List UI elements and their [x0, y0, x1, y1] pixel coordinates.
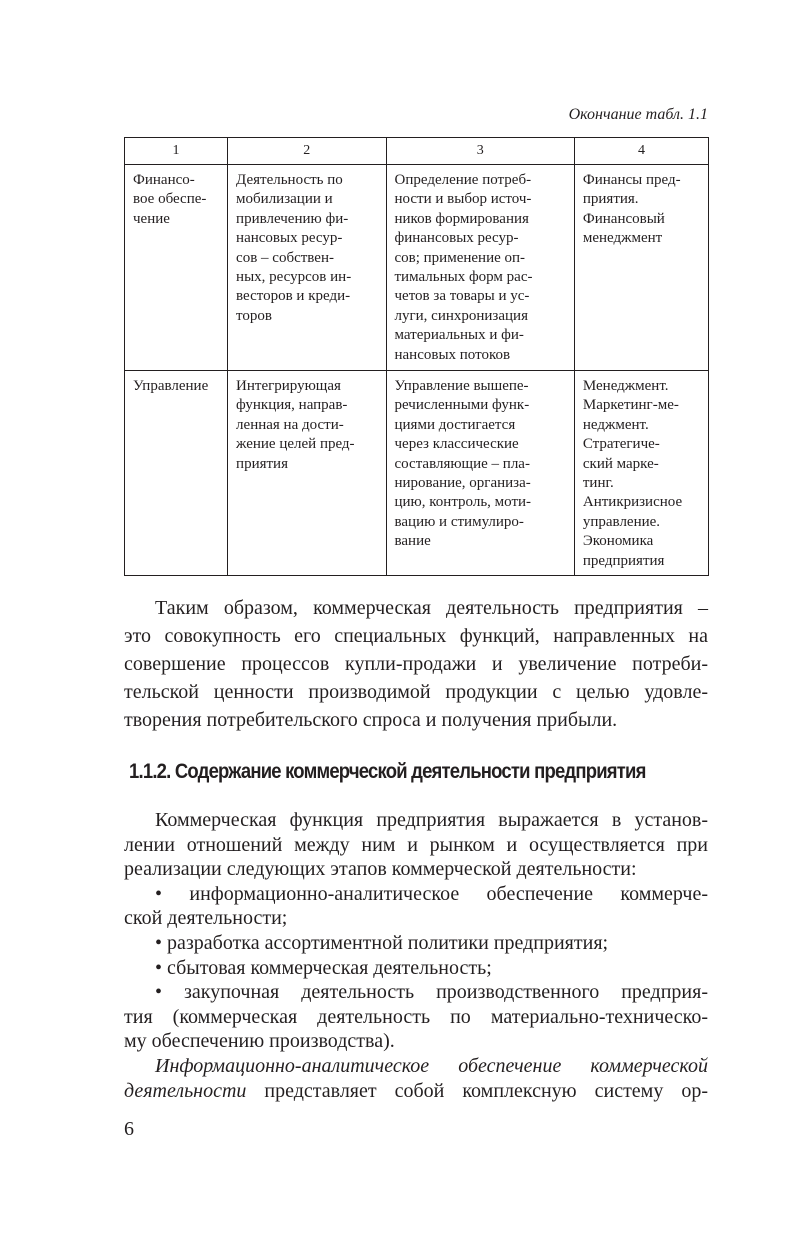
- table-cell: Финансо- вое обеспе- чение: [125, 165, 228, 371]
- table-header-row: [125, 138, 709, 165]
- section-heading: 1.1.2. Содержание коммерческой деятельности предприятия: [129, 760, 646, 783]
- text-line: это совокупность его специальных функций, направленных на: [124, 625, 708, 647]
- text-line: лении отношений между ним и рынком и осуществляется при: [124, 833, 708, 856]
- text-line: Коммерческая функция предприятия выражается в установ-: [155, 809, 708, 831]
- text-line: тельской ценности производимой продукции с целью удовле-: [124, 681, 708, 703]
- table-cell: Менеджмент. Маркетинг-ме- неджмент. Стратегиче- ский марке- тинг. Антикризисное управление. Экономика предприятия: [574, 371, 708, 576]
- text-line: тия (коммерческая деятельность по материально-техническо-: [124, 1005, 708, 1028]
- italic-term: Информационно-аналитическое обеспечение коммерческой: [155, 1054, 708, 1077]
- text-line: [124, 1054, 708, 1079]
- table-cell: Финансы пред- приятия. Финансовый менеджмент: [574, 165, 708, 371]
- header-cell: 2: [228, 138, 386, 165]
- header-cell: 3: [386, 138, 574, 165]
- list-item: • сбытовая коммерческая деятельность;: [155, 956, 492, 979]
- header-cell: 4: [574, 138, 708, 165]
- list-item: • информационно-аналитическое обеспечение коммерче-: [155, 882, 708, 905]
- text-line: творения потребительского спроса и получения прибыли.: [124, 709, 618, 731]
- table-cell: Определение потреб- ности и выбор источ- ников формирования финансовых ресур- сов; применение оп- тимальных форм рас- четов за товары и ус- луги, синхронизация материальных и фи- нансовых потоков: [386, 165, 574, 371]
- table-cell: Управление вышепе- речисленными функ- циями достигается через классические составляющие – пла- нирование, организа- цию, контроль, моти- вацию и стимулиро- вание: [386, 371, 574, 576]
- text-line: [124, 1079, 708, 1104]
- text-line: Таким образом, коммерческая деятельность предприятия –: [155, 597, 708, 619]
- header-cell: 1: [125, 138, 228, 165]
- table-row: [125, 165, 709, 371]
- paragraph-conclusion: [124, 594, 708, 734]
- list-item: • разработка ассортиментной политики предприятия;: [155, 931, 609, 954]
- list-item: • закупочная деятельность производственного предприя-: [155, 981, 708, 1004]
- table-cell: Управление: [125, 371, 228, 576]
- page-number: 6: [124, 1118, 134, 1140]
- text-line: реализации следующих этапов коммерческой деятельности:: [124, 858, 637, 881]
- functions-table: [124, 137, 709, 576]
- text-line: ской деятельности;: [124, 907, 288, 930]
- text-line: му обеспечению производства).: [124, 1030, 395, 1053]
- table-caption: Окончание табл. 1.1: [568, 106, 708, 123]
- table-cell: Интегрирующая функция, направ- ленная на дости- жение целей пред- приятия: [228, 371, 386, 576]
- table-cell: Деятельность по мобилизации и привлечению фи- нансовых ресур- сов – собствен- ных, ресурсов ин- весторов и креди- торов: [228, 165, 386, 371]
- text-line: совершение процессов купли-продажи и увеличение потреби-: [124, 653, 708, 675]
- text-fragment: представляет собой комплексную систему ор-: [246, 1079, 708, 1102]
- table-row: [125, 371, 709, 576]
- paragraph-stages: [124, 808, 708, 1103]
- italic-term: деятельности: [124, 1079, 247, 1102]
